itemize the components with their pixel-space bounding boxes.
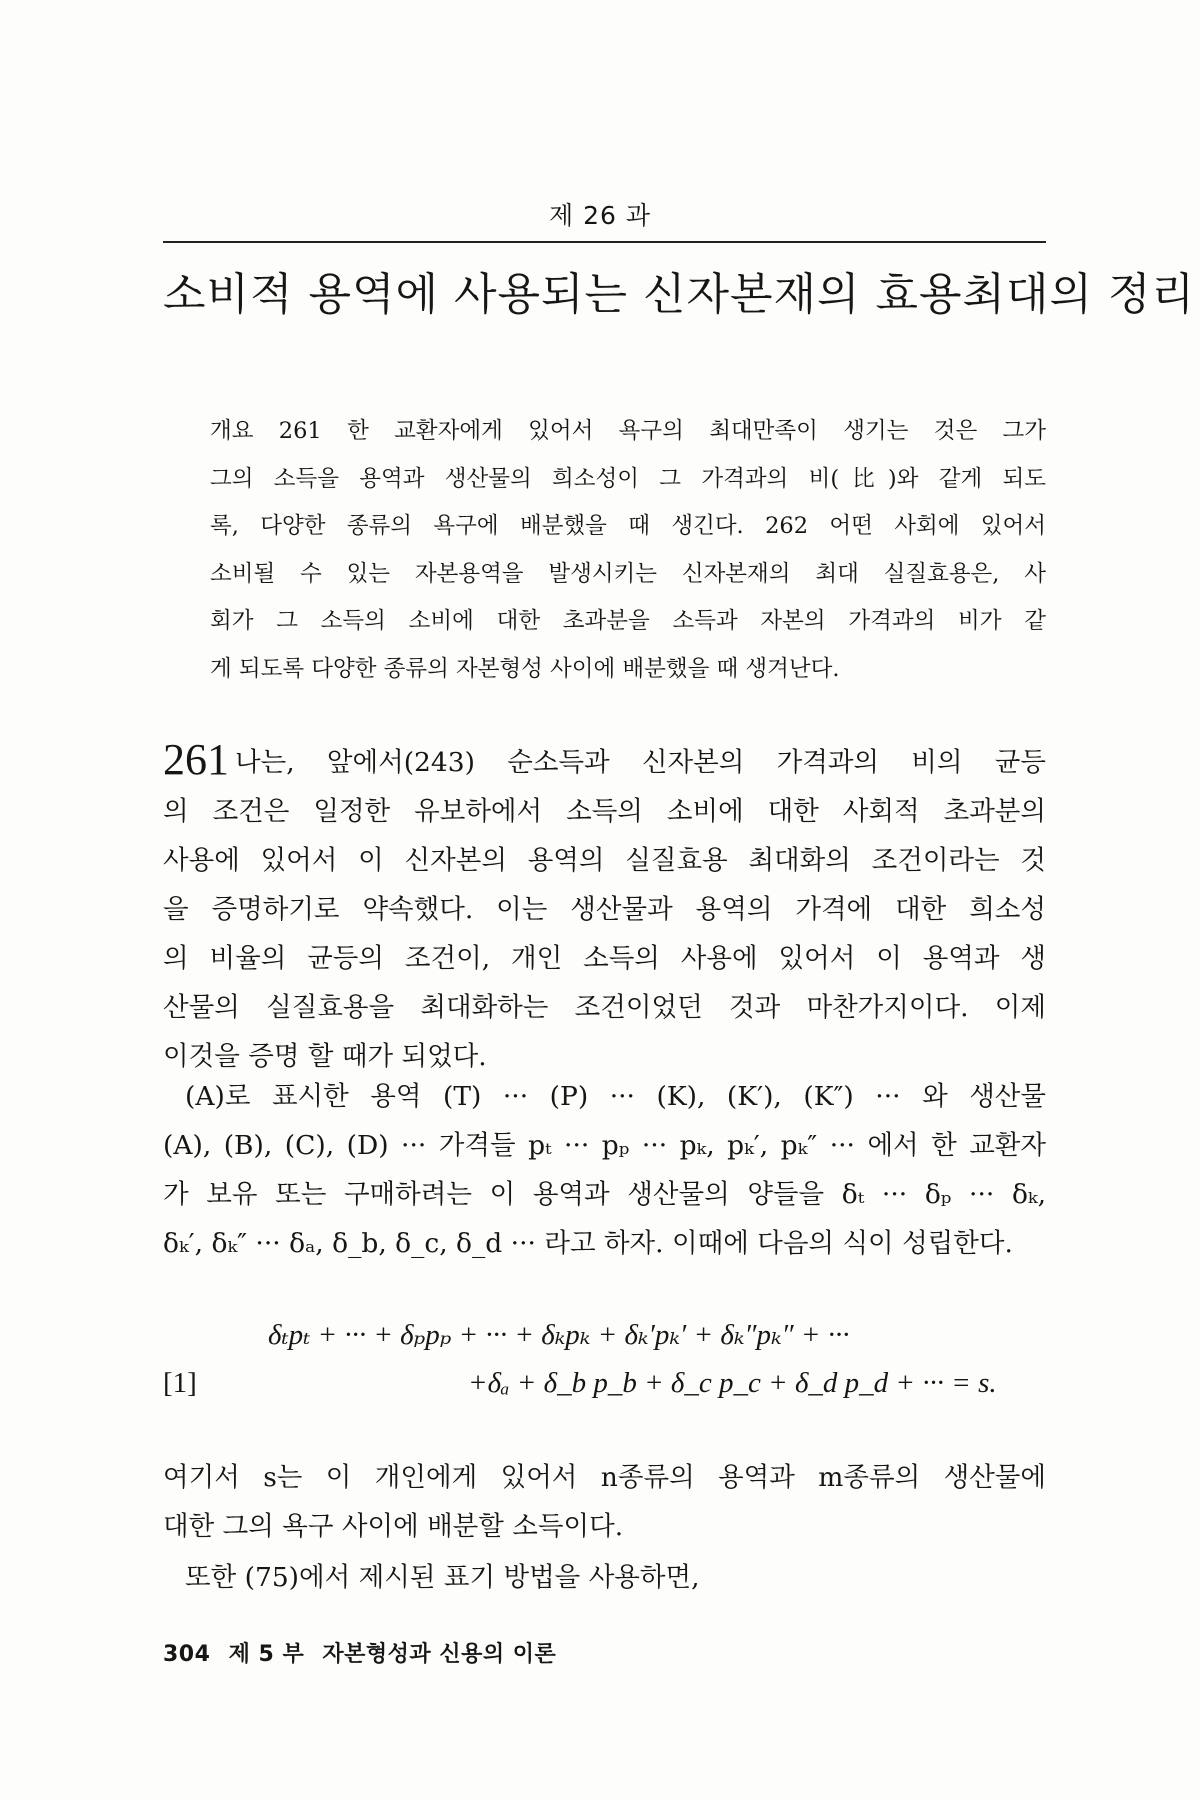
equation-line-2: +δₐ + δ_b p_b + δ_c p_c + δ_d p_d + ··· = s.: [468, 1367, 997, 1399]
paragraph-notation-method: [163, 1553, 1046, 1602]
summary-line: 회가 그 소득의 소비에 대한 초과분을 소득과 자본의 가격과의 비가 같: [210, 608, 1046, 635]
paragraph-line: 을 증명하기로 약속했다. 이는 생산물과 용역의 가격에 대한 희소성: [163, 894, 1046, 925]
page-footer: [163, 1637, 566, 1668]
paragraph-line: δₖ′, δₖ″ ··· δₐ, δ_b, δ_c, δ_d ··· 라고 하자. 이때에 다음의 식이 성립한다.: [163, 1228, 1013, 1259]
equation-label: [1]: [163, 1367, 197, 1399]
paragraph-notation: [163, 1072, 1046, 1268]
paragraph-line: 가 보유 또는 구매하려는 이 용역과 생산물의 양들을 δₜ ··· δₚ ··· δₖ,: [163, 1179, 1046, 1210]
paragraph-line: 의 조건은 일정한 유보하에서 소득의 소비에 대한 사회적 초과분의: [163, 796, 1046, 827]
paragraph-line: (A), (B), (C), (D) ··· 가격들 pₜ ··· pₚ ··· pₖ, pₖ′, pₖ″ ··· 에서 한 교환자: [163, 1130, 1046, 1161]
summary-line: 그의 소득을 용역과 생산물의 희소성이 그 가격과의 비(比)와 같게 되도: [210, 465, 1046, 492]
section-number: 261: [163, 735, 229, 784]
paragraph-line: 또한 (75)에서 제시된 표기 방법을 사용하면,: [185, 1562, 700, 1593]
paragraph-line: 이것을 증명 할 때가 되었다.: [163, 1041, 487, 1072]
paragraph-income: [163, 1453, 1046, 1551]
summary-line: 개요 261 한 교환자에게 있어서 욕구의 최대만족이 생기는 것은 그가: [210, 418, 1046, 444]
paragraph-line-text: 나는, 앞에서(243) 순소득과 신자본의 가격과의 비의 균등: [235, 747, 1046, 778]
paragraph-line: (A)로 표시한 용역 (T) ··· (P) ··· (K), (K′), (K″) ··· 와 생산물: [185, 1081, 1046, 1112]
paragraph-line: 산물의 실질효용을 최대화하는 조건이었던 것과 마찬가지이다. 이제: [163, 992, 1046, 1023]
footer-part: 제 5 부: [228, 1642, 305, 1667]
page-title: 소비적 용역에 사용되는 신자본재의 효용최대의 정리: [163, 269, 1196, 320]
paragraph-line: 의 비율의 균등의 조건이, 개인 소득의 사용에 있어서 이 용역과 생: [163, 943, 1046, 974]
paragraph-line: 대한 그의 욕구 사이에 배분할 소득이다.: [163, 1511, 624, 1542]
equation-1: [163, 1317, 1046, 1427]
summary-line: 소비될 수 있는 자본용역을 발생시키는 신자본재의 최대 실질효용은, 사: [210, 560, 1046, 587]
summary-line: 록, 다양한 종류의 욕구에 배분했을 때 생긴다. 262 어떤 사회에 있어서: [210, 513, 1046, 540]
paragraph-line: 여기서 s는 이 개인에게 있어서 n종류의 용역과 m종류의 생산물에: [163, 1462, 1046, 1493]
paragraph-261: [163, 735, 1046, 1081]
summary-block: [210, 408, 1046, 694]
page-number: 304: [163, 1642, 211, 1667]
chapter-label: 제 26 과: [548, 201, 651, 230]
equation-line-1: δₜpₜ + ··· + δₚpₚ + ··· + δₖpₖ + δₖ′pₖ′ + δₖ″pₖ″ + ···: [268, 1319, 850, 1351]
summary-line: 게 되도록 다양한 종류의 자본형성 사이에 배분했을 때 생겨난다.: [210, 655, 840, 682]
footer-part-title: 자본형성과 신용의 이론: [322, 1642, 557, 1667]
paragraph-line: 사용에 있어서 이 신자본의 용역의 실질효용 최대화의 조건이라는 것: [163, 845, 1046, 876]
title-rule: [163, 241, 1046, 243]
paragraph-line: [163, 735, 1046, 787]
